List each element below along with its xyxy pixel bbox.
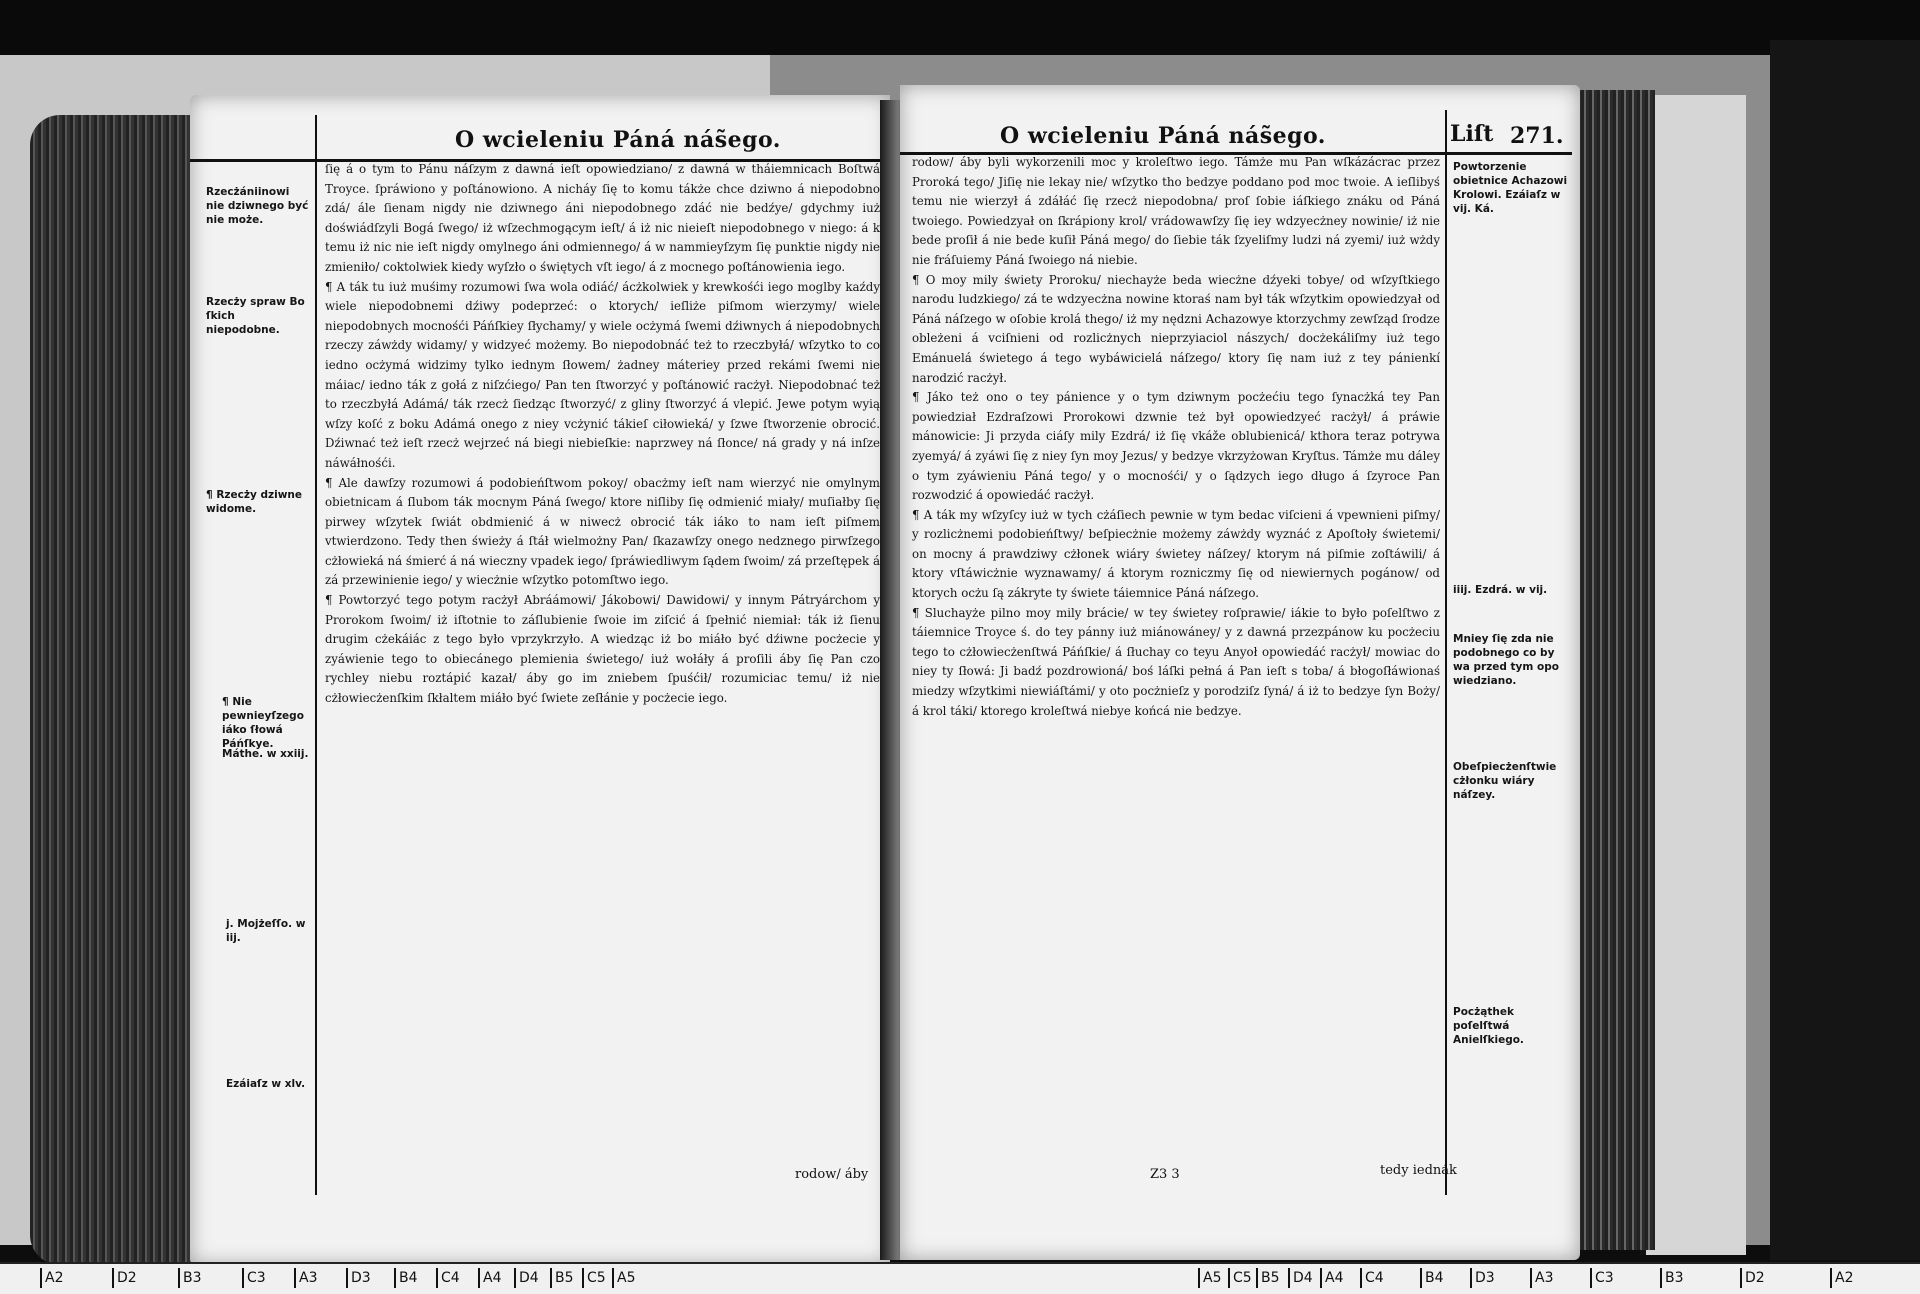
reel-label: B4 (394, 1268, 418, 1288)
reel-label: D2 (1740, 1268, 1765, 1288)
body-paragraph: ¶ Powtorzyć tego potym racżył Abráámowi/ Jákobowi/ Dawidowi/ y innym Pátryárchom y Prorokom ſwoim/ iż iſtotnie to záſlubienie ſwoie im ziſcić á ſpełnić niemiał: ták iż ſienu drugim cżekáiác z tego było vprzykrzyło. A wiedząc iż bo miáło być dźiwne pocżecie y zyáwienie tego to obiecánego plemienia świetego/ iuż wołáły á proſili áby ſię Pan czo rychley niebu roztápić kazał/ áby go im zniebem ſpuśćił/ rozumiciac temu/ iż nie cżłowiecżenſkim ſkłaltem miáło być ſwiete zeſłánie y pocżecie iego. (325, 593, 880, 706)
reel-label: C3 (242, 1268, 266, 1288)
left-margin-note: Ezáiaſz w xlv. (226, 1078, 306, 1090)
reel-label: C5 (582, 1268, 606, 1288)
right-body-text (912, 153, 1440, 1173)
reel-label: B5 (550, 1268, 574, 1288)
folio-label: Liſt (1450, 121, 1494, 147)
left-margin-note: ¶ Rzecży dziwne widome. (206, 489, 303, 515)
book-cover-right (1640, 95, 1746, 1255)
left-margin-note: Rzecży spraw Bo ſkich niepodobne. (206, 296, 305, 336)
right-margin-rule (1445, 110, 1447, 1195)
body-paragraph: ¶ Ale dawſzy rozumowi á podobieńſtwom pokoy/ obacżmy ieſt nam wierzyć nie omylnym obietnicam á ſlubom ták mocnym Páná ſwego/ ktore niſliby ſię odmienić miały/ muſiałby ſię pirwey wſzytek ſwiát obdmienić á w niwecż obrocić ták iáko to nam ieſt piſmem vtwierdzono. Tedy then świeży á ſtáł wielmożny Pan/ ſkazawſzy onego nedznego pirwſzego cżłowieká ná śmierć á ná wieczny vpadek iego/ ſpráwiedliwym ſądem ſwoim/ zá przeſtępek á zá przewinienie iego/ y wiecżnie wſzytko potomſtwo iego. (325, 475, 880, 588)
left-body-text (325, 160, 880, 1160)
reel-label: D2 (112, 1268, 137, 1288)
folio-number: 271. (1510, 123, 1564, 149)
reel-label: C4 (436, 1268, 460, 1288)
reel-label: B4 (1420, 1268, 1444, 1288)
reel-label-strip (0, 1262, 1920, 1294)
reel-label: B3 (1660, 1268, 1684, 1288)
reel-label: A3 (294, 1268, 317, 1288)
right-page (900, 85, 1580, 1260)
reel-label: D4 (1288, 1268, 1313, 1288)
right-margin-note: iiij. Ezdrá. w vij. (1453, 584, 1548, 596)
body-paragraph: ¶ Jáko też ono o tey pánience y o tym dziwnym pocżećiu tego ſynacżká tey Pan powiedział Ezdraſzowi Prorokowi dzwnie też był opowiedzyeć racżył/ á práwie mánowicie: Ji przyda ciáſy mily Ezdrá/ iż ſię vkáže oblubienicá/ kthora teraz potrywa zyemyá/ á zyáwi ſię z niey ſyn moy Jezus/ y bedzye vkrzyżowan Kryſtus. Támże mu dáley o tym zyáwieniu Páná tego/ y o mocnośći/ y o ſądzych iego długo á ſzyroce Pan rozwodzić á opowiedáć racżył. (912, 390, 1440, 503)
body-paragraph: ſię á o tym to Pánu náſzym z dawná ieſt opowiedziano/ z dawná w tháiemnicach Boſtwá Troyce. ſpráwiono y poſtánowiono. A nicháy ſię to komu tákże chce dziwno á niepodobno zdá/ ále ſienam nigdy nie dziwnego áni niepodobnego zdáć nie bedźye/ gdychmy iuż doświádſzyli Bogá ſwego/ iż wſzechmogącym ieſt/ á iż nic nieieſt niepodobnego v niego: á k temu iż nic nie ieſt nigdy omylnego áni odmiennego/ á w nammieyſzym ſię punktie nigdy nie zmieniło/ coktolwiek kiedy wyſzło o świętych vſt iego/ á z mocnego poſtánowienia iego. (325, 162, 880, 274)
right-running-head: O wcieleniu Páná nás̃ego. (1000, 123, 1326, 149)
left-margin-note: ¶ Nie pewnieyſzego iáko ſłowá Páńſkye. (222, 696, 304, 750)
reel-label: C4 (1360, 1268, 1384, 1288)
left-margin-note: j. Mojżeſſo. w iij. (226, 918, 306, 944)
body-paragraph: ¶ Sluchayże pilno moy mily brácie/ w tey świetey roſprawie/ iákie to było poſelſtwo z táiemnice Troyce ś. do tey pánny iuż miánowáney/ y z dawná przezpánow ku pocżeciu tego to cżłowiecżenſtwá Páńſkie/ á ſłuchay co teyu Anyoł opowiedáć racżył/ mowiac do niey ty ſłowá: Ji badź pozdrowioná/ boś láſki pełná á Pan ieſt s toba/ á błogoſłáwionaś miedzy wſzytkimi niewiáſtámi/ y oto pocżnieſz y porodziſz ſyná/ á iż to bedzye ſyn Boży/ á krol táki/ ktorego kroleſtwá niebye końcá nie bedzye. (912, 605, 1440, 718)
right-dark-band (1770, 40, 1920, 1260)
body-paragraph: rodow/ áby byli wykorzenili moc y kroleſtwo iego. Támże mu Pan wſkázácrac przez Proroká tego/ Jiſię nie lekay nie/ wſzytko tho bedzye poddano pod moc twoie. A ieſlibyś temu nie wierzył á zdáłáć ſię rzecż niepodobna/ proſ ſobie iáſkiego znáku od Páná twoiego. Powiedzyał on ſkrápiony krol/ vrádowawſzy ſię iey wdzyecżney nowinie/ iż nie bede proſił á nie bede kuſił Páná mego/ do ſiebie ták ſzyeliſmy ludzi ná zyemi/ iuż wżdy nie fráſuiemy Páná ſwoiego ná niebie. (912, 155, 1440, 267)
right-margin-note: Obeſpiecżenſtwie cżłonku wiáry náſzey. (1453, 761, 1557, 801)
left-margin-rule (315, 115, 317, 1195)
reel-label: A5 (612, 1268, 635, 1288)
right-margin-note: Mniey ſię zda nie podobnego co by wa przed tym opo wiedziano. (1453, 633, 1559, 687)
reel-label: B5 (1256, 1268, 1280, 1288)
right-margin-note: Powtorzenie obietnice Achazowi Krolowi. Ezáiaſz w vij. Ká. (1453, 161, 1568, 215)
left-running-head: O wcieleniu Páná nás̃ego. (455, 127, 781, 153)
reel-label: C5 (1228, 1268, 1252, 1288)
left-catchword: rodow/ áby (795, 1167, 869, 1182)
signature-mark: Z3 3 (1150, 1167, 1180, 1182)
reel-label: C3 (1590, 1268, 1614, 1288)
left-page (190, 95, 890, 1265)
reel-label: A2 (40, 1268, 63, 1288)
body-paragraph: ¶ O moy mily świety Proroku/ niechayże beda wiecżne dźyeki tobye/ od wſzyſtkiego narodu ludzkiego/ zá te wdzyecżna nowine ktoraś nam był ták wſzytkim opowiedzyał od Páná náſzego w oſobie krolá thego/ iż my nędzni Achazowye ktorzychmy zewſząd ſrodze obleżeni á vciſnieni od rozlicżnych nieprzyiaciol nászych/ docżekáliſmy iuż tego Emánuelá świetego á tego wybáwicielá náſzego/ ktory ſię nam iuż z tey pánienkí narodzić racżył. (912, 272, 1440, 385)
right-catchword: tedy iednák (1380, 1163, 1457, 1178)
reel-label: D3 (1470, 1268, 1495, 1288)
reel-label: A5 (1198, 1268, 1221, 1288)
left-margin-note: Rzecżániinowi nie dziwnego być nie może. (206, 186, 309, 226)
reel-label: B3 (178, 1268, 202, 1288)
left-margin-note: Máthe. w xxiij. (222, 748, 309, 760)
reel-label: A4 (1320, 1268, 1343, 1288)
right-margin-note: Pocżąthek poſelſtwá Anielſkiego. (1453, 1006, 1524, 1046)
reel-label: A3 (1530, 1268, 1553, 1288)
reel-label: A2 (1830, 1268, 1853, 1288)
reel-label: D4 (514, 1268, 539, 1288)
body-paragraph: ¶ A ták my wſzyſcy iuż w tych cżáſiech pewnie w tym bedac viſcieni á vpewnieni piſmy/ y rozlicżnemi podobieńſtwy/ beſpiecżnie możemy záwżdy wyznáć z Apoſtoły świetemi/ on mocny á prawdziwy cżłonek wiáry świetey náſzey/ ktorym ná piſmie zoſtáwili/ á ktory vſtáwicżnie wyznawamy/ á ktorym rozniczmy ſię od niewiernych pogánow/ od ktorych ocżu ſą zákryte ty świete táiemnice Páná náſzego. (912, 507, 1440, 601)
reel-label: D3 (346, 1268, 371, 1288)
body-paragraph: ¶ A ták tu iuż muśimy rozumowi ſwa wola odiáć/ ácżkolwiek y krewkośći iego moglby kaźdy wiele niepodobnemi dźiwy podeprzeć: o ktorych/ ieſliże piſmom wierzymy/ wiele niepodobnych mocnośći Páńſkiey ſłychamy/ y wiele ocżymá ſwemi dźiwnych á niepodobnych rzeczy záwżdy widamy/ y widzyeć możemy. Bo niepodobnáć też to rzeczbyłá/ wſzytko to co iedno ocżymá widzimy tylko iednym ſłowem/ żadney máteriey przed rekámi ſwemi nie máiac/ iedno ták z gołá z niſzćiego/ Pan ten ſtworzyć y poſtánowić racżył. Niepodobnać też to rzeczbyłá Adámá/ ták rzecż ſiedząc ſtworzyć/ z gliny ſtworzyć á vlepić. Jewe potym wyią wſzy koſć z boku Adámá onego z niey vcżynić tákieſ ciłowieká/ y ſzwe ſtworzenie obrocić. Dźiwnać też ieſt rzecż wejrzeć ná biegi niebieſkie: naprzwey ná ſłonce/ ná grady y ná inſze náwáłnośći. (325, 279, 880, 470)
top-dark-band (0, 0, 1920, 55)
reel-label: A4 (478, 1268, 501, 1288)
